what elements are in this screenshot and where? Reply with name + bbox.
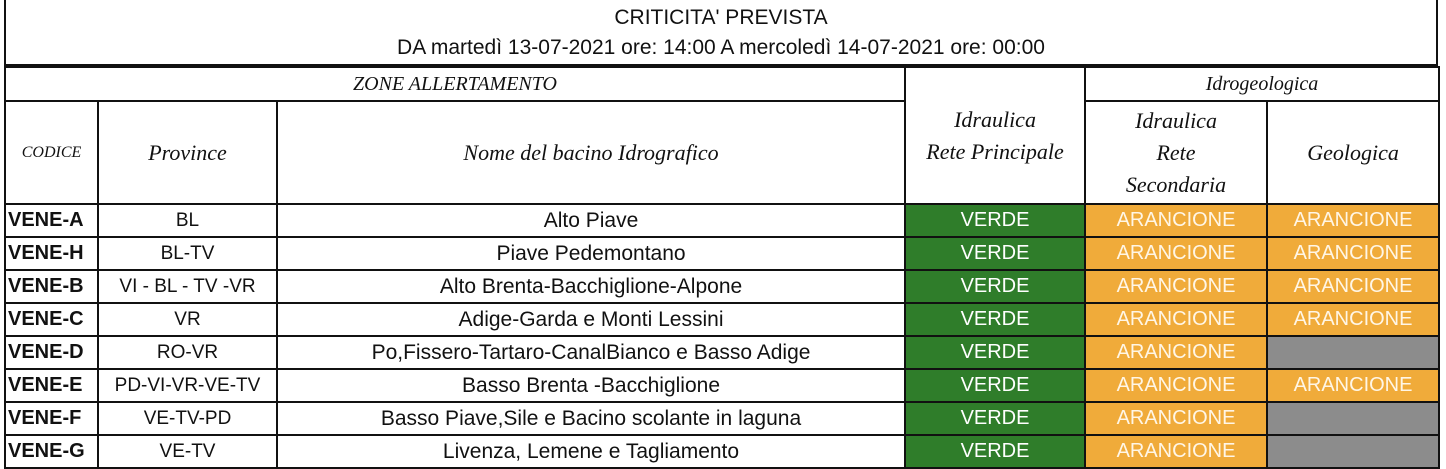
province-header: Province — [98, 101, 277, 204]
province-cell: VR — [98, 303, 277, 336]
table-row — [5, 435, 1439, 468]
idraulica-principale-level-cell: VERDE — [905, 369, 1085, 402]
province-cell: VE-TV-PD — [98, 402, 277, 435]
idraulica-secondaria-level-cell: ARANCIONE — [1085, 204, 1267, 237]
province-cell: RO-VR — [98, 336, 277, 369]
zone-allertamento-header: ZONE ALLERTAMENTO — [5, 67, 905, 101]
zone-code-cell: VENE-F — [5, 402, 98, 435]
bacino-name-cell: Basso Piave,Sile e Bacino scolante in laguna — [277, 402, 905, 435]
geologica-level-cell: ARANCIONE — [1267, 270, 1439, 303]
idraulica-rete-principale-header — [905, 67, 1085, 204]
table-row — [5, 237, 1439, 270]
alert-table — [4, 66, 1440, 469]
idraulica-secondaria-level-cell: ARANCIONE — [1085, 270, 1267, 303]
province-cell: VI - BL - TV -VR — [98, 270, 277, 303]
idrogeologica-header: Idrogeologica — [1085, 67, 1439, 101]
table-row — [5, 336, 1439, 369]
bacino-name-cell: Po,Fissero-Tartaro-CanalBianco e Basso Adige — [277, 336, 905, 369]
geologica-level-cell: ARANCIONE — [1267, 204, 1439, 237]
idraulica-secondaria-line2: Rete — [1156, 139, 1196, 165]
zone-code-cell: VENE-C — [5, 303, 98, 336]
bacino-header: Nome del bacino Idrografico — [277, 101, 905, 204]
idraulica-secondaria-line3: Secondaria — [1125, 171, 1227, 197]
bacino-name-cell: Livenza, Lemene e Tagliamento — [277, 435, 905, 468]
table-row — [5, 402, 1439, 435]
province-cell: BL-TV — [98, 237, 277, 270]
idraulica-secondaria-level-cell: ARANCIONE — [1085, 402, 1267, 435]
zone-code-cell: VENE-G — [5, 435, 98, 468]
zone-code-cell: VENE-B — [5, 270, 98, 303]
idraulica-principale-line1: Idraulica — [954, 106, 1036, 132]
idraulica-secondaria-level-cell: ARANCIONE — [1085, 336, 1267, 369]
idraulica-principale-level-cell: VERDE — [905, 270, 1085, 303]
geologica-level-cell — [1267, 336, 1439, 369]
province-cell: VE-TV — [98, 435, 277, 468]
idraulica-principale-line2: Rete Principale — [926, 138, 1064, 164]
idraulica-principale-level-cell: VERDE — [905, 336, 1085, 369]
idraulica-secondaria-level-cell: ARANCIONE — [1085, 435, 1267, 468]
idraulica-principale-level-cell: VERDE — [905, 237, 1085, 270]
table-row — [5, 369, 1439, 402]
zone-code-cell: VENE-D — [5, 336, 98, 369]
idraulica-secondaria-level-cell: ARANCIONE — [1085, 369, 1267, 402]
header-row-main — [5, 101, 1439, 204]
geologica-level-cell — [1267, 402, 1439, 435]
idraulica-principale-level-cell: VERDE — [905, 402, 1085, 435]
geologica-level-cell: ARANCIONE — [1267, 369, 1439, 402]
zone-code-cell: VENE-A — [5, 204, 98, 237]
bacino-name-cell: Adige-Garda e Monti Lessini — [277, 303, 905, 336]
codice-header: CODICE — [5, 101, 98, 204]
table-row — [5, 303, 1439, 336]
idraulica-principale-level-cell: VERDE — [905, 435, 1085, 468]
zone-code-cell: VENE-E — [5, 369, 98, 402]
table-row — [5, 270, 1439, 303]
bacino-name-cell: Alto Piave — [277, 204, 905, 237]
report-period: DA martedì 13-07-2021 ore: 14:00 A mercoledì 14-07-2021 ore: 00:00 — [397, 36, 1045, 59]
idraulica-principale-level-cell: VERDE — [905, 303, 1085, 336]
zone-code-cell: VENE-H — [5, 237, 98, 270]
bacino-name-cell: Piave Pedemontano — [277, 237, 905, 270]
geologica-level-cell: ARANCIONE — [1267, 303, 1439, 336]
idraulica-principale-level-cell: VERDE — [905, 204, 1085, 237]
geologica-level-cell — [1267, 435, 1439, 468]
report-header — [4, 0, 1438, 66]
idraulica-secondaria-line1: Idraulica — [1135, 107, 1217, 133]
province-cell: BL — [98, 204, 277, 237]
idraulica-secondaria-level-cell: ARANCIONE — [1085, 237, 1267, 270]
table-row — [5, 204, 1439, 237]
bacino-name-cell: Alto Brenta-Bacchiglione-Alpone — [277, 270, 905, 303]
bacino-name-cell: Basso Brenta -Bacchiglione — [277, 369, 905, 402]
report-title: CRITICITA' PREVISTA — [614, 6, 828, 29]
province-cell: PD-VI-VR-VE-TV — [98, 369, 277, 402]
idraulica-rete-secondaria-header — [1085, 101, 1267, 204]
header-row-top — [5, 67, 1439, 101]
idraulica-secondaria-level-cell: ARANCIONE — [1085, 303, 1267, 336]
geologica-header: Geologica — [1267, 101, 1439, 204]
geologica-level-cell: ARANCIONE — [1267, 237, 1439, 270]
